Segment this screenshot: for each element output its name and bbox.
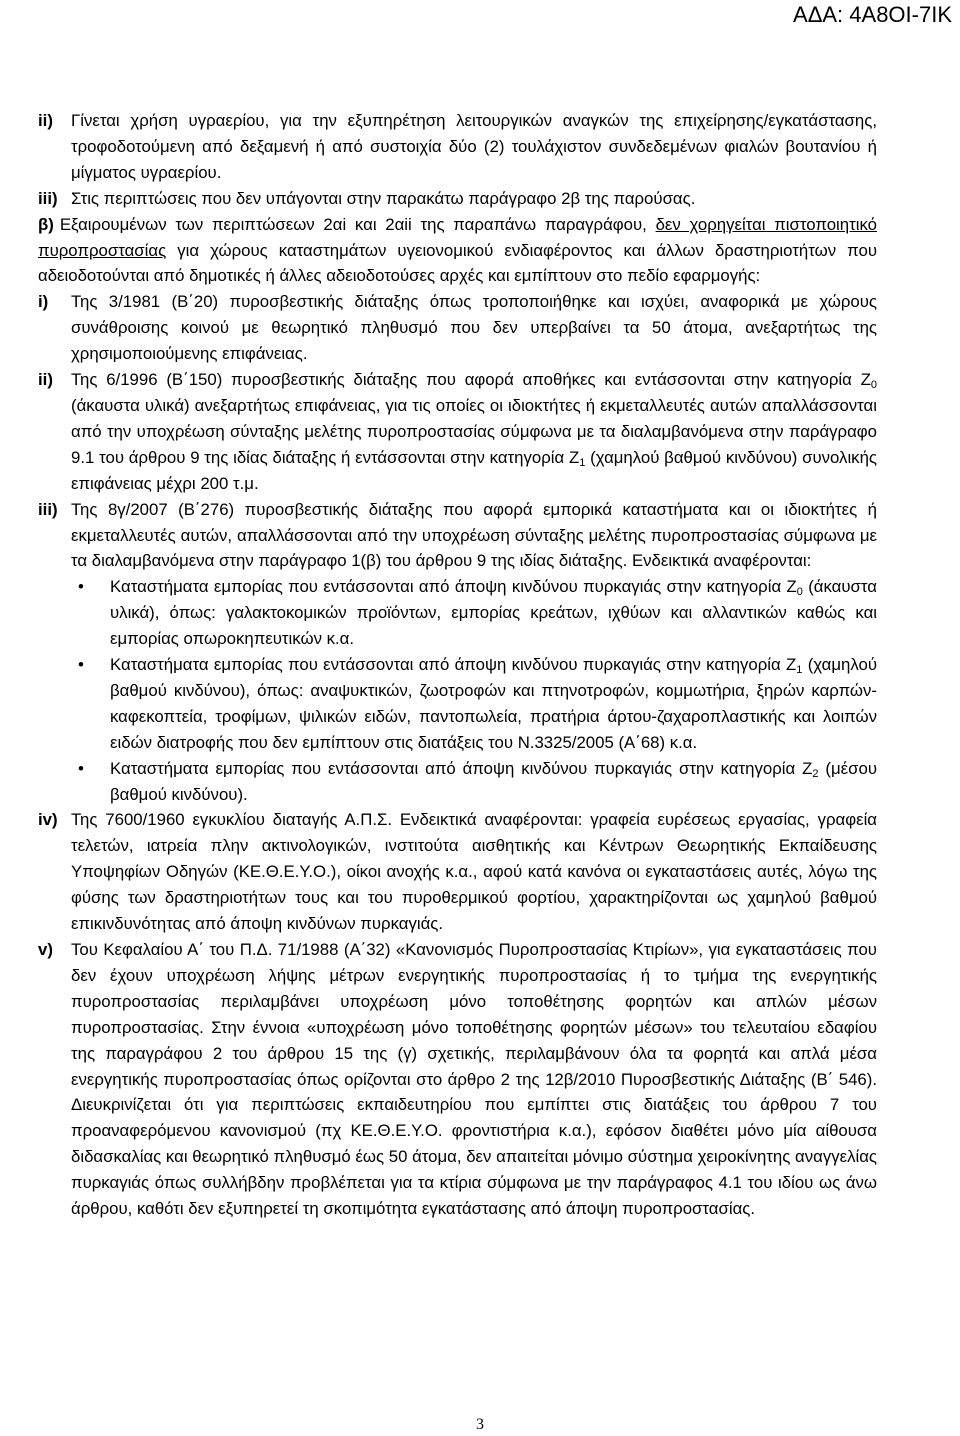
bullet-text-cont: (χαμηλού βαθμού κινδύνου), όπως: αναψυκτικών, ζωοτροφών και πτηνοτροφών, κομμωτήρια, ξηρών καρπών-καφεκοπτεία, τροφίμων, ψιλικών ειδών, παντοπωλεία, πρατήρια άρτου-ζαχαροπλαστικής και λοιπών ειδών διατροφής που δεν εμπίπτουν στις διατάξεις του Ν.3325/2005 (Α΄68) κ.α.	[110, 655, 877, 752]
clause-iii-top	[38, 186, 877, 212]
clause-i	[38, 289, 877, 367]
clause-v	[38, 937, 877, 1222]
clause-text-end: (χαμηλού βαθμού κινδύνου) συνολικής επιφάνειας μέχρι 200 τ.μ.	[71, 447, 877, 493]
clause-text: Του Κεφαλαίου Α΄ του Π.Δ. 71/1988 (Α΄32) «Κανονισμός Πυροπροστασίας Κτιρίων», για εγκαταστάσεις που δεν έχουν υποχρέωση λήψης μέτρων ενεργητικής πυροπροστασίας ή το τμήμα της ενεργητικής πυροπροστασίας περιλαμβάνει υποχρέωση μόνο τοποθέτησης φορητών και απλών μέσων πυροπροστασίας. Στην έννοια «υποχρέωση μόνο τοποθέτησης φορητών μέσων» του τελευταίου εδαφίου της παραγράφου 2 του άρθρου 15 της (γ) σχετικής, περιλαμβάνουν όλα τα φορητά και απλά μέσα ενεργητικής πυροπροστασίας όπως ορίζονται στο άρθρο 2 της 12β/2010 Πυροσβεστικής Διάταξης (Β΄ 546). Διευκρινίζεται ότι για περιπτώσεις εκπαιδευτηρίου που εμπίπτει στις διατάξεις του άρθρου 7 του προαναφερόμενου κανονισμού (πχ ΚΕ.Θ.Ε.Υ.Ο. φροντιστήρια κ.α.), εφόσον διαθέτει μόνο μία αίθουσα διδασκαλίας και θεωρητικό πληθυσμό έως 50 άτομα, δεν απαιτείται μόνιμο σύστημα χειροκίνητης αναγγελίας πυρκαγιάς όπως συλλήβδην προβλέπεται για τα κτίρια σύμφωνα με την παράγραφος 4.1 του ιδίου ως άνω άρθρου, καθότι δεν εξυπηρετεί τη σκοπιμότητα εγκατάστασης από άποψη πυροπροστασίας.	[71, 940, 877, 1219]
clause-text: Της 3/1981 (Β΄20) πυροσβεστικής διάταξης όπως τροποποιήθηκε και ισχύει, αναφορικά με χώρους συνάθροισης κοινού με θεωρητικό πληθυσμό που δεν υπερβαίνει τα 50 άτομα, ανεξαρτήτως της χρησιμοποιούμενης επιφάνειας.	[71, 292, 877, 364]
bullet-text-cont: (άκαυστα υλικά), όπως: γαλακτοκομικών προϊόντων, εμπορίας κρεάτων, ιχθύων και αλλαντικών καθώς και εμπορίας οπωροκηπευτικών κ.α.	[110, 577, 878, 649]
clause-text-cont: (άκαυστα υλικά) ανεξαρτήτως επιφάνειας, για τις οποίες οι ιδιοκτήτες ή εκμεταλλευτές αυτών απαλλάσσονται από την υποχρέωση σύνταξης μελέτης πυροπροστασίας σύμφωνα με τα διαλαμβανόμενα στην παράγραφο 9.1 του άρθρου 9 της ιδίας διάταξης ή εντάσσονται στην κατηγορία Ζ	[71, 395, 877, 467]
clause-label: iii)	[38, 188, 58, 208]
bullet-text: Καταστήματα εμπορίας που εντάσσονται από άποψη κινδύνου πυρκαγιάς στην κατηγορία Ζ	[110, 577, 797, 597]
page-number: 3	[476, 1416, 484, 1433]
underlined-text: δεν χορηγείται πιστοποιητικό πυροπροστασίας	[38, 214, 877, 260]
bullet-text: Καταστήματα εμπορίας που εντάσσονται από άποψη κινδύνου πυρκαγιάς στην κατηγορία Ζ	[110, 758, 813, 778]
bullet-icon: •	[78, 758, 84, 778]
clause-label: ii)	[38, 111, 53, 130]
clause-text: Της 6/1996 (Β΄150) πυροσβεστικής διάταξης που αφορά αποθήκες και εντάσσονται στην κατηγορία Ζ	[71, 370, 871, 390]
bullet-item	[38, 756, 877, 808]
bullet-icon: •	[78, 655, 84, 675]
subscript: 0	[796, 586, 803, 599]
clause-label: ii)	[38, 370, 53, 390]
bullet-icon: •	[78, 577, 84, 597]
bullet-item	[38, 652, 877, 756]
clause-label: iii)	[38, 499, 58, 519]
paragraph-beta	[38, 212, 877, 290]
paragraph-label: β)	[38, 214, 54, 234]
document-body	[38, 108, 877, 1222]
clause-text: Γίνεται χρήση υγραερίου, για την εξυπηρέτηση λειτουργικών αναγκών της επιχείρησης/εγκατάστασης, τροφοδοτούμενη από δεξαμενή ή από συστοιχία δύο (2) τουλάχιστον συνδεδεμένων φιαλών βουτανίου ή μίγματος υγραερίου.	[71, 111, 877, 182]
subscript: 1	[579, 456, 586, 469]
clause-label: iv)	[38, 810, 58, 830]
bullet-text-cont: (μέσου βαθμού κινδύνου).	[110, 758, 877, 804]
clause-iii	[38, 497, 877, 575]
subscript: 2	[812, 767, 819, 780]
paragraph-text: Εξαιρουμένων των περιπτώσεων 2αi και 2αii της παραπάνω παραγράφου,	[59, 214, 656, 234]
clause-label: v)	[38, 940, 53, 959]
clause-text: Της 8γ/2007 (Β΄276) πυροσβεστικής διάταξης που αφορά εμπορικά καταστήματα και οι ιδιοκτήτες ή εκμεταλλευτές αυτών, απαλλάσσονται από την υποχρέωση σύνταξης μελέτης πυροπροστασίας σύμφωνα με τα διαλαμβανόμενα στην παράγραφο 1(β) του άρθρου 9 της ιδίας διάταξης. Ενδεικτικά αναφέρονται:	[71, 499, 877, 571]
subscript: 1	[796, 664, 803, 677]
clause-label: i)	[38, 292, 49, 312]
clause-ii	[38, 367, 877, 497]
clause-ii-top	[38, 108, 877, 186]
subscript: 0	[870, 379, 877, 392]
clause-iv	[38, 807, 877, 937]
clause-text: Της 7600/1960 εγκυκλίου διαταγής Α.Π.Σ. Ενδεικτικά αναφέρονται: γραφεία ευρέσεως εργασίας, γραφεία τελετών, ιατρεία πλην ακτινολογικών, ινστιτούτα αισθητικής και Κέντρων Θεωρητικής Εκπαίδευσης Υποψηφίων Οδηγών (ΚΕ.Θ.Ε.Υ.Ο.), οίκοι ανοχής κ.α., αφού κατά κανόνα οι εγκαταστάσεις αυτές, λόγω της φύσης των δραστηριοτήτων τους και του πυροθερμικού φορτίου, χαρακτηρίζονται ως χαμηλού βαθμού επικινδυνότητας από άποψη κινδύνων πυρκαγιάς.	[71, 810, 877, 934]
document-id: ΑΔΑ: 4Α8ΟΙ-7ΙΚ	[793, 2, 952, 27]
bullet-text: Καταστήματα εμπορίας που εντάσσονται από άποψη κινδύνου πυρκαγιάς στην κατηγορία Ζ	[110, 655, 797, 675]
bullet-item	[38, 574, 877, 652]
clause-text: Στις περιπτώσεις που δεν υπάγονται στην παρακάτω παράγραφο 2β της παρούσας.	[71, 188, 696, 208]
paragraph-text-cont: για χώρους καταστημάτων υγειονομικού ενδιαφέροντος και άλλων δραστηριοτήτων που αδειοδοτούνται από δημοτικές ή άλλες αδειοδοτούσες αρχές και εμπίπτουν στο πεδίο εφαρμογής:	[38, 240, 877, 286]
